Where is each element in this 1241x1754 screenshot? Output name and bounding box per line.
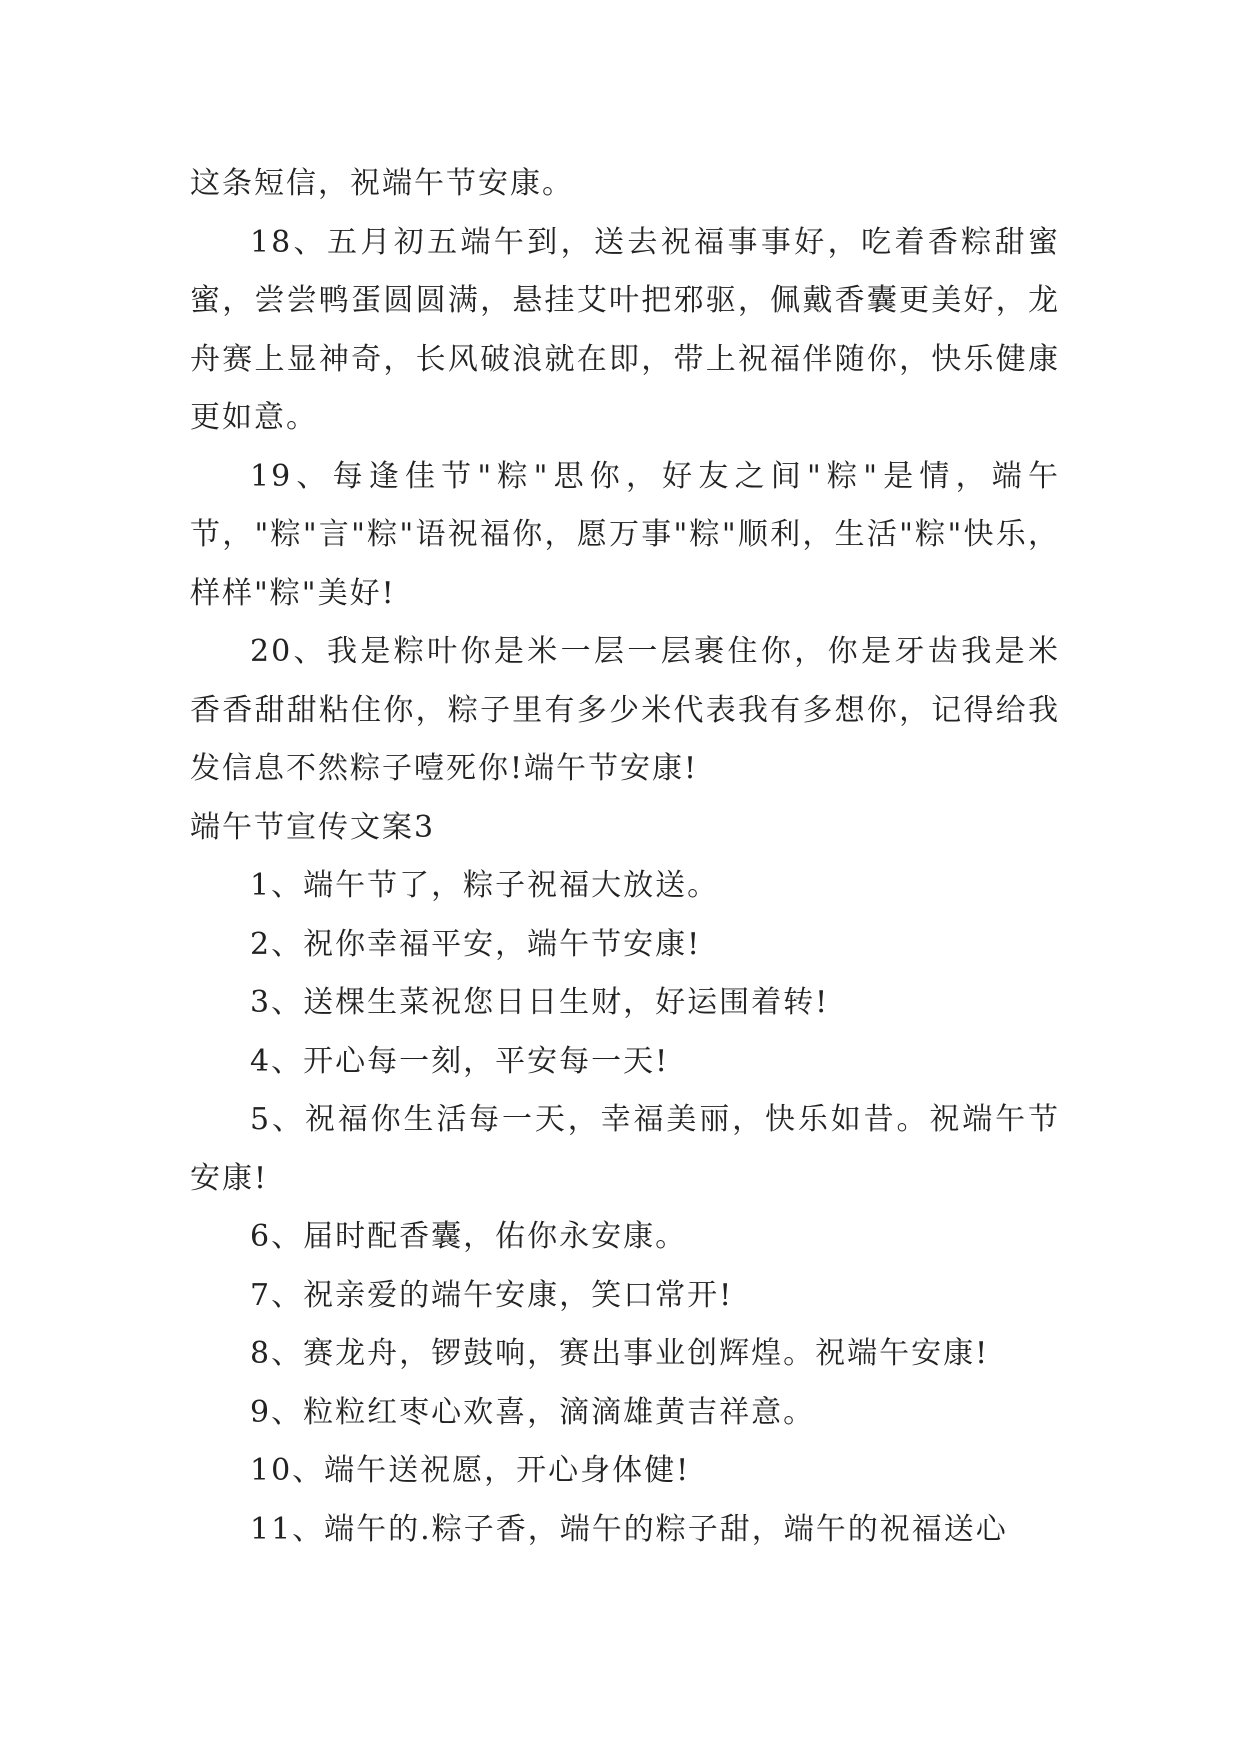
paragraph-item-10: 10、端午送祝愿，开心身体健! <box>250 1453 691 1488</box>
paragraph-item-5: 5、祝福你生活每一天，幸福美丽，快乐如昔。祝端午节安康! <box>190 1102 1060 1196</box>
document-body <box>190 155 1060 1559</box>
paragraph-item-4: 4、开心每一刻，平安每一天! <box>250 1043 670 1079</box>
paragraph-item-20: 20、我是粽叶你是米一层一层裹住你，你是牙齿我是米香香甜甜粘住你，粽子里有多少米代表我有多想你，记得给我发信息不然粽子噎死你!端午节安康! <box>190 634 1060 786</box>
paragraph-item-2: 2、祝你幸福平安，端午节安康! <box>250 926 702 962</box>
paragraph-item-19: 19、每逢佳节"粽"思你，好友之间"粽"是情，端午节，"粽"言"粽"语祝福你，愿万事"粽"顺利，生活"粽"快乐，样样"粽"美好! <box>190 458 1060 611</box>
paragraph-item-18: 18、五月初五端午到，送去祝福事事好，吃着香粽甜蜜蜜，尝尝鸭蛋圆圆满，悬挂艾叶把邪驱，佩戴香囊更美好，龙舟赛上显神奇，长风破浪就在即，带上祝福伴随你，快乐健康更如意。 <box>190 224 1060 435</box>
paragraph-continuation: 这条短信，祝端午节安康。 <box>190 166 574 201</box>
paragraph-item-6: 6、届时配香囊，佑你永安康。 <box>250 1219 688 1254</box>
paragraph-item-1: 1、端午节了，粽子祝福大放送。 <box>250 868 720 903</box>
paragraph-item-3: 3、送棵生菜祝您日日生财，好运围着转! <box>250 985 830 1020</box>
paragraph-item-11: 11、端午的.粽子香，端午的粽子甜，端午的祝福送心 <box>250 1511 1008 1547</box>
paragraph-item-7: 7、祝亲爱的端午安康，笑口常开! <box>250 1277 734 1313</box>
paragraph-item-9: 9、粒粒红枣心欢喜，滴滴雄黄吉祥意。 <box>250 1394 816 1430</box>
paragraph-item-8: 8、赛龙舟，锣鼓响，赛出事业创辉煌。祝端午安康! <box>250 1336 990 1371</box>
section-heading: 端午节宣传文案3 <box>190 809 436 845</box>
